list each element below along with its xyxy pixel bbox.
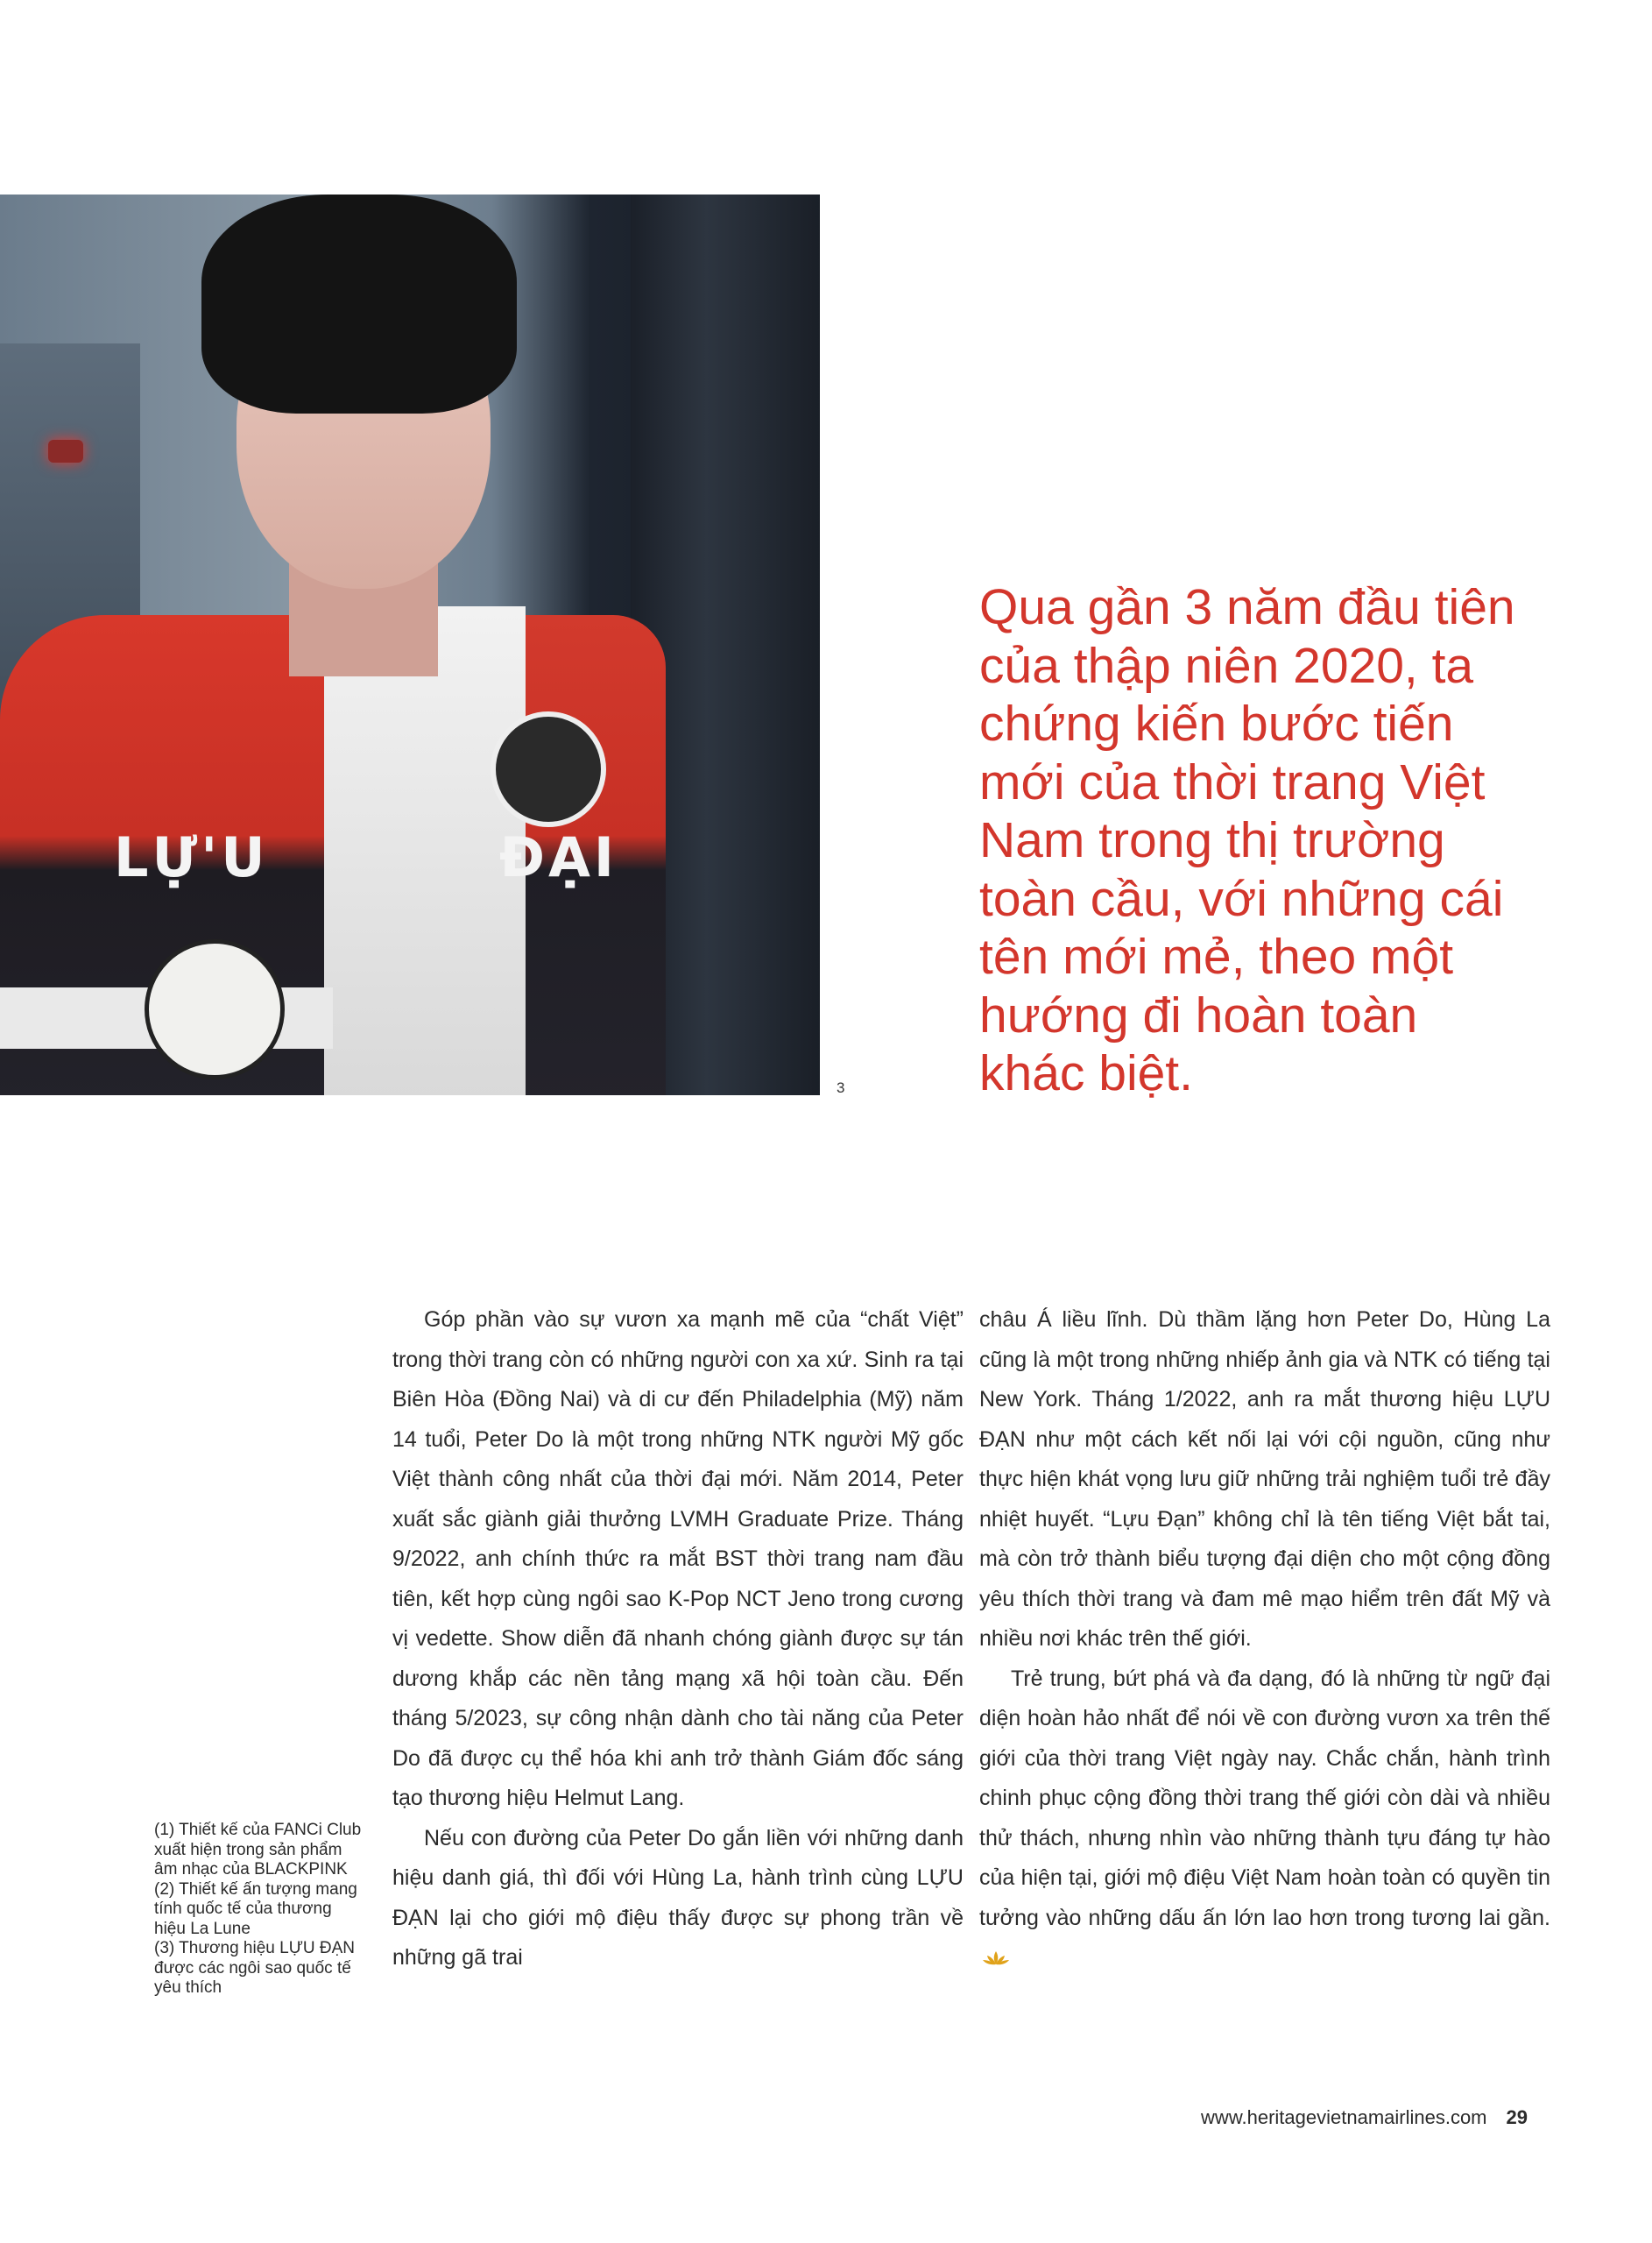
photo-red-light xyxy=(48,440,83,463)
body-paragraph-3 xyxy=(979,1659,1550,1978)
page-number: 29 xyxy=(1506,2106,1528,2128)
body-column-1 xyxy=(392,1300,964,1978)
lotus-icon xyxy=(983,1950,1009,1966)
caption-3: (3) Thương hiệu LỰU ĐẠN được các ngôi sao quốc tế yêu thích xyxy=(154,1939,356,1997)
caption-1: (1) Thiết kế của FANCi Club xuất hiện trong sản phẩm âm nhạc của BLACKPINK xyxy=(154,1821,362,1879)
footer-url[interactable]: www.heritagevietnamairlines.com xyxy=(1201,2106,1487,2128)
body-paragraph-3-text: Trẻ trung, bứt phá và đa dạng, đó là những từ ngữ đại diện hoàn hảo nhất để nói về con đường vươn xa trên thế giới của thời trang Việt ngày nay. Chắc chắn, hành trình chinh phục cộng đồng thời trang thế giới còn dài và nhiều thử thách, nhưng nhìn vào những thành tựu đáng tự hào của hiện tại, giới mộ điệu Việt Nam hoàn toàn có quyền tin tưởng vào những dấu ấn lớn lao hơn trong tương lai gần. xyxy=(979,1666,1550,1930)
jacket-lettering-right: ĐẠI xyxy=(499,825,618,889)
body-column-2 xyxy=(979,1300,1550,1978)
photo-number: 3 xyxy=(837,1079,845,1096)
photo-patch-chest xyxy=(491,711,606,827)
jacket-lettering-left: LỰ'U xyxy=(114,825,269,889)
photo-hair xyxy=(201,195,517,414)
page-footer xyxy=(1201,2106,1528,2129)
body-paragraph-1: Góp phần vào sự vươn xa mạnh mẽ của “chất Việt” trong thời trang còn có những người con xa xứ. Sinh ra tại Biên Hòa (Đồng Nai) và di cư đến Philadelphia (Mỹ) năm 14 tuổi, Peter Do là một trong những NTK người Mỹ gốc Việt thành công nhất của thời đại mới. Năm 2014, Peter xuất sắc giành giải thưởng LVMH Graduate Prize. Tháng 9/2022, anh chính thức ra mắt BST thời trang nam đầu tiên, kết hợp cùng ngôi sao K-Pop NCT Jeno trong cương vị vedette. Show diễn đã nhanh chóng giành được sự tán dương khắp các nền tảng mạng xã hội toàn cầu. Đến tháng 5/2023, sự công nhận dành cho tài năng của Peter Do đã được cụ thể hóa khi anh trở thành Giám đốc sáng tạo thương hiệu Helmut Lang. xyxy=(392,1307,964,1810)
pull-quote: Qua gần 3 năm đầu tiên của thập niên 2020, ta chứng kiến bước tiến mới của thời trang Việt Nam trong thị trường toàn cầu, với những cái tên mới mẻ, theo một hướng đi hoàn toàn khác biệt. xyxy=(979,579,1515,1101)
photo-shirt xyxy=(324,606,526,1095)
photo-patch-sleeve xyxy=(145,939,285,1079)
cover-photo xyxy=(0,195,820,1095)
body-paragraph-2-continued: châu Á liều lĩnh. Dù thầm lặng hơn Peter Do, Hùng La cũng là một trong những nhiếp ảnh gia và NTK có tiếng tại New York. Tháng 1/2022, anh ra mắt thương hiệu LỰU ĐẠN như một cách kết nối lại với cội nguồn, cũng như thực hiện khát vọng lưu giữ những trải nghiệm tuổi trẻ đầy nhiệt huyết. “Lựu Đạn” không chỉ là tên tiếng Việt bắt tai, mà còn trở thành biểu tượng đại diện cho một cộng đồng yêu thích thời trang và đam mê mạo hiểm trên đất Mỹ và nhiều nơi khác trên thế giới. xyxy=(979,1307,1550,1651)
body-paragraph-2: Nếu con đường của Peter Do gắn liền với những danh hiệu danh giá, thì đối với Hùng La, hành trình cùng LỰU ĐẠN lại cho giới mộ điệu thấy được sự phong trần về những gã trai xyxy=(392,1825,964,1970)
photo-captions xyxy=(154,1821,364,1999)
caption-2: (2) Thiết kế ấn tượng mang tính quốc tế của thương hiệu La Lune xyxy=(154,1879,357,1938)
